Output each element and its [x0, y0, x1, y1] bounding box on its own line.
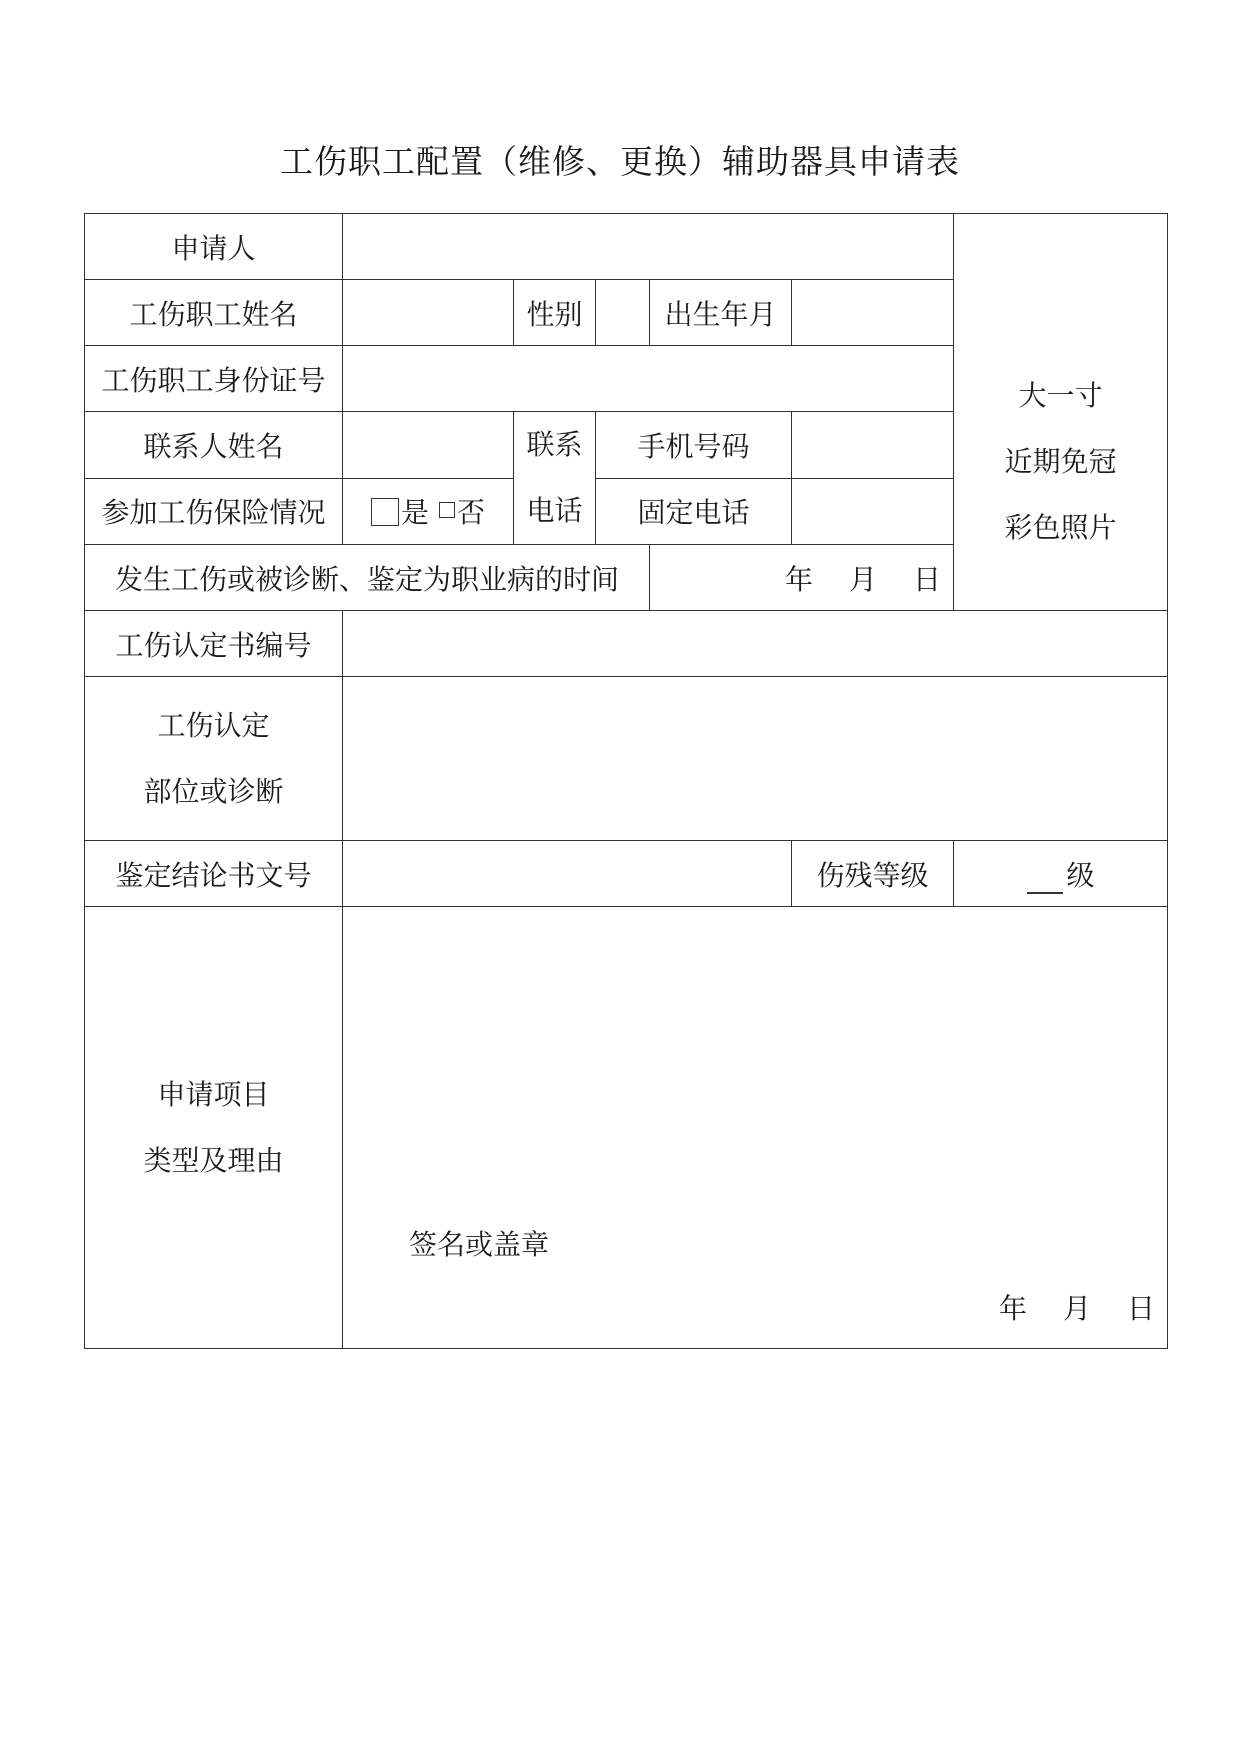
insurance-label: 参加工伤保险情况 [85, 478, 343, 545]
phone-label-bottom: 电话 [526, 494, 583, 527]
injury-part-line2: 部位或诊断 [143, 774, 284, 808]
injury-part-line1: 工伤认定 [157, 708, 270, 742]
application-form-table [84, 213, 1168, 1349]
occurrence-day: 日 [913, 562, 942, 596]
insurance-no-label: 否 [457, 496, 486, 530]
apply-items-label [85, 907, 343, 1349]
contact-name-label: 联系人姓名 [85, 412, 343, 479]
landline-label: 固定电话 [596, 478, 792, 545]
disability-level-label: 伤残等级 [792, 841, 954, 907]
appraisal-number-field[interactable] [343, 841, 792, 907]
photo-recent-text: 近期免冠 [1004, 445, 1117, 478]
photo-color-text: 彩色照片 [1004, 511, 1117, 544]
photo-box [954, 214, 1168, 611]
phone-label-top: 联系 [526, 428, 583, 461]
insurance-yes-label: 是 [400, 496, 429, 530]
mobile-label: 手机号码 [596, 412, 792, 479]
apply-year: 年 [999, 1292, 1028, 1325]
insurance-options [343, 478, 514, 545]
appraisal-number-label: 鉴定结论书文号 [85, 841, 343, 907]
apply-day: 日 [1127, 1292, 1156, 1325]
birth-month-label: 出生年月 [650, 280, 792, 346]
injury-part-label [85, 677, 343, 841]
contact-name-field[interactable] [343, 412, 514, 479]
occurrence-month: 月 [849, 562, 878, 596]
occurrence-date-field[interactable] [650, 545, 954, 611]
disability-level-suffix: 级 [1066, 858, 1095, 892]
worker-name-field[interactable] [343, 280, 514, 346]
apply-items-line2: 类型及理由 [143, 1143, 284, 1177]
apply-date [963, 1287, 1155, 1327]
injury-part-field[interactable] [343, 677, 1168, 841]
cert-number-field[interactable] [343, 611, 1168, 677]
disability-level-blank[interactable] [1027, 864, 1063, 894]
id-number-field[interactable] [343, 346, 954, 412]
applicant-field[interactable] [343, 214, 954, 280]
cert-number-label: 工伤认定书编号 [85, 611, 343, 677]
worker-name-label: 工伤职工姓名 [85, 280, 343, 346]
applicant-label: 申请人 [85, 214, 343, 280]
landline-field[interactable] [792, 478, 954, 545]
mobile-field[interactable] [792, 412, 954, 479]
id-number-label: 工伤职工身份证号 [85, 346, 343, 412]
phone-label [514, 412, 596, 545]
form-title: 工伤职工配置（维修、更换）辅助器具申请表 [280, 142, 960, 181]
gender-label: 性别 [514, 280, 596, 346]
apply-month: 月 [1063, 1292, 1092, 1325]
apply-items-line1: 申请项目 [157, 1077, 270, 1111]
apply-items-field[interactable] [343, 907, 1168, 1349]
birth-month-field[interactable] [792, 280, 954, 346]
photo-size-text: 大一寸 [1018, 379, 1103, 412]
insurance-no-checkbox[interactable] [439, 502, 455, 518]
signature-label: 签名或盖章 [409, 1228, 550, 1261]
disability-level-field[interactable] [954, 841, 1168, 907]
occurrence-time-label: 发生工伤或被诊断、鉴定为职业病的时间 [85, 545, 650, 611]
gender-field[interactable] [596, 280, 650, 346]
occurrence-year: 年 [785, 562, 814, 596]
insurance-yes-checkbox[interactable] [371, 498, 399, 526]
